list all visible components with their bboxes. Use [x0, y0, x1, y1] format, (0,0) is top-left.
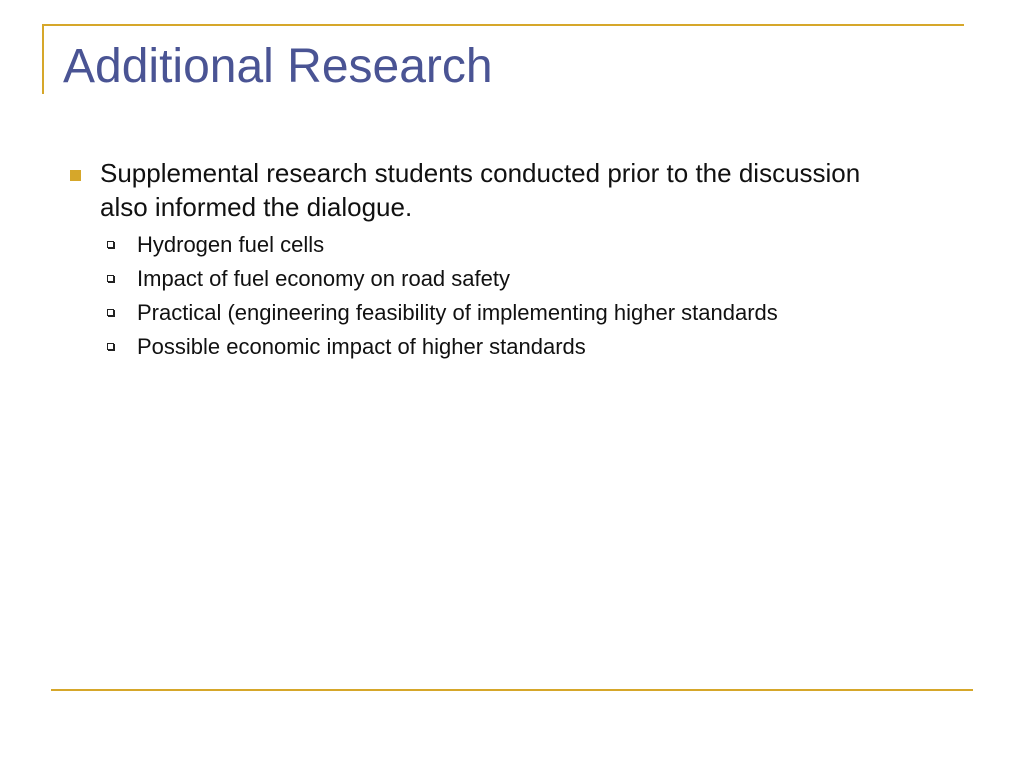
sub-bullet-text: Practical (engineering feasibility of implementing higher standards [137, 300, 778, 325]
sub-bullet-text: Possible economic impact of higher standards [137, 334, 586, 359]
bullet-item [92, 156, 882, 362]
hollow-square-bullet-icon [107, 241, 114, 248]
sub-bullet-list [100, 230, 882, 362]
slide-title: Additional Research [63, 40, 493, 93]
sub-bullet-item [137, 298, 882, 328]
hollow-square-bullet-icon [107, 343, 114, 350]
sub-bullet-item [137, 230, 882, 260]
sub-bullet-item [137, 332, 882, 362]
slide-content [92, 156, 882, 366]
bullet-text: Supplemental research students conducted prior to the discussion also informed the dialogue. [100, 158, 861, 222]
sub-bullet-text: Impact of fuel economy on road safety [137, 266, 510, 291]
top-accent-line [42, 24, 964, 26]
hollow-square-bullet-icon [107, 275, 114, 282]
sub-bullet-item [137, 264, 882, 294]
hollow-square-bullet-icon [107, 309, 114, 316]
bottom-accent-line [51, 689, 973, 691]
sub-bullet-text: Hydrogen fuel cells [137, 232, 325, 257]
square-bullet-icon [70, 170, 81, 181]
left-accent-line [42, 24, 44, 94]
